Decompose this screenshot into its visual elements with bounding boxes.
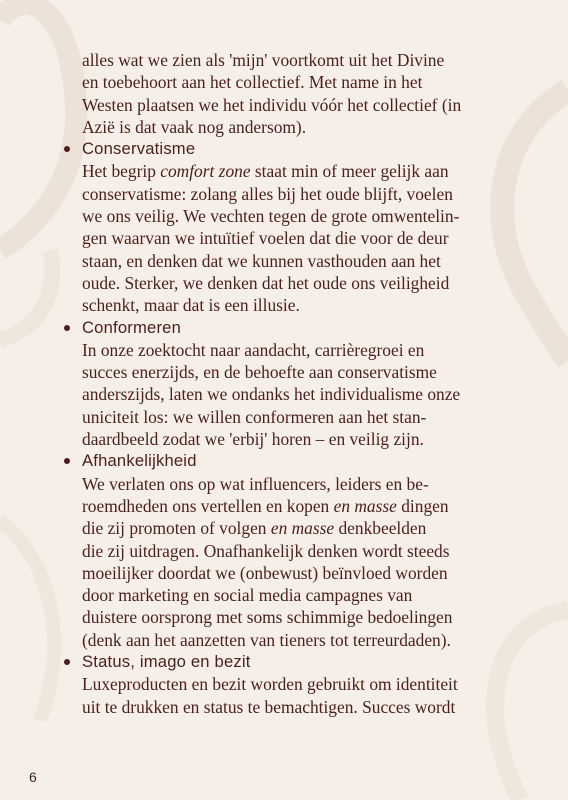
bullet-heading: Conservatisme bbox=[82, 139, 196, 159]
text-run: schenkt, maar dat is een illusie. bbox=[82, 295, 300, 316]
bullet-paragraph bbox=[82, 339, 510, 450]
text-line bbox=[82, 340, 424, 360]
text-run: We verlaten ons op wat influencers, leiders en be- bbox=[82, 473, 429, 494]
text-line bbox=[82, 228, 449, 248]
text-run: door marketing en social media campagnes van bbox=[82, 585, 413, 606]
bullet-icon bbox=[64, 458, 70, 464]
text-line bbox=[82, 184, 453, 204]
text-line bbox=[82, 251, 441, 271]
text-line: Azië is dat vaak nog andersom). bbox=[82, 116, 307, 137]
text-run: conservatisme: zolang alles bij het oude blijft, voelen bbox=[82, 183, 453, 204]
text-line bbox=[82, 563, 448, 583]
text-run: staat min of meer gelijk aan bbox=[250, 161, 449, 182]
bullet-item bbox=[62, 138, 510, 316]
text-line bbox=[82, 496, 449, 516]
italic-term: en masse bbox=[270, 518, 335, 539]
text-line bbox=[82, 607, 452, 627]
bullet-heading: Conformeren bbox=[82, 317, 182, 337]
text-line: alles wat we zien als 'mijn' voortkomt uit het Divine bbox=[82, 50, 445, 70]
text-line bbox=[82, 362, 437, 382]
text-run: uniciteit los: we willen conformeren aan het stan- bbox=[82, 406, 427, 427]
text-run: anderszijds, laten we ondanks het individualisme onze bbox=[82, 384, 461, 405]
text-run: oude. Sterker, we denken dat het oude ons veiligheid bbox=[82, 272, 450, 293]
bullet-item bbox=[62, 450, 510, 651]
text-line bbox=[82, 161, 449, 181]
text-line bbox=[82, 384, 460, 404]
text-line bbox=[82, 429, 424, 449]
bullet-heading: Status, imago en bezit bbox=[82, 652, 251, 672]
text-line bbox=[82, 518, 426, 538]
text-run: die zij promoten of volgen bbox=[82, 518, 271, 539]
bullet-paragraph bbox=[82, 473, 510, 651]
bullet-paragraph bbox=[82, 673, 510, 718]
bullet-heading: Afhankelijkheid bbox=[82, 451, 197, 471]
intro-paragraph bbox=[82, 49, 510, 138]
bullet-icon bbox=[64, 659, 70, 665]
text-run: moeilijker doordat we (onbewust) beïnvloed worden bbox=[82, 562, 448, 583]
text-line bbox=[82, 273, 449, 293]
text-run: roemdheden ons vertellen en kopen bbox=[82, 495, 334, 516]
text-line: en toebehoort aan het collectief. Met name in het bbox=[82, 72, 423, 93]
text-line bbox=[82, 541, 450, 561]
text-line bbox=[82, 697, 455, 717]
text-run: denkbeelden bbox=[334, 518, 427, 539]
text-run: duistere oorsprong met soms schimmige bedoelingen bbox=[82, 607, 453, 628]
text-run: daardbeeld zodat we 'erbij' horen – en veilig zijn. bbox=[82, 429, 424, 450]
bullet-paragraph bbox=[82, 160, 510, 316]
text-run: (denk aan het aanzetten van tieners tot terreurdaden). bbox=[82, 629, 451, 650]
text-run: gen waarvan we intuïtief voelen dat die voor de deur bbox=[82, 228, 449, 249]
text-run: die zij uitdragen. Onafhankelijk denken wordt steeds bbox=[82, 540, 450, 561]
text-run: dingen bbox=[396, 495, 449, 516]
bullet-list bbox=[62, 138, 510, 718]
text-run: Het begrip bbox=[82, 161, 161, 182]
text-run: In onze zoektocht naar aandacht, carrièregroei en bbox=[82, 339, 425, 360]
text-line bbox=[82, 674, 458, 694]
text-line: Westen plaatsen we het individu vóór het collectief (in bbox=[82, 94, 462, 115]
bullet-item bbox=[62, 317, 510, 451]
text-line bbox=[82, 295, 300, 315]
text-run: we ons veilig. We vechten tegen de grote omwentelin- bbox=[82, 206, 460, 227]
bullet-item bbox=[62, 651, 510, 718]
italic-term: comfort zone bbox=[160, 161, 251, 182]
text-line bbox=[82, 474, 429, 494]
bullet-icon bbox=[64, 325, 70, 331]
text-run: uit te drukken en status te bemachtigen. Succes wordt bbox=[82, 696, 456, 717]
body-text bbox=[62, 49, 510, 718]
text-line bbox=[82, 585, 412, 605]
text-line bbox=[82, 206, 459, 226]
text-line bbox=[82, 630, 451, 650]
text-run: succes enerzijds, en de behoefte aan conservatisme bbox=[82, 362, 437, 383]
bullet-icon bbox=[64, 146, 70, 152]
text-run: staan, en denken dat we kunnen vasthouden aan het bbox=[82, 250, 441, 271]
text-line bbox=[82, 407, 426, 427]
page-number: 6 bbox=[29, 769, 37, 785]
italic-term: en masse bbox=[333, 495, 397, 516]
text-run: Luxeproducten en bezit worden gebruikt om identiteit bbox=[82, 674, 458, 695]
